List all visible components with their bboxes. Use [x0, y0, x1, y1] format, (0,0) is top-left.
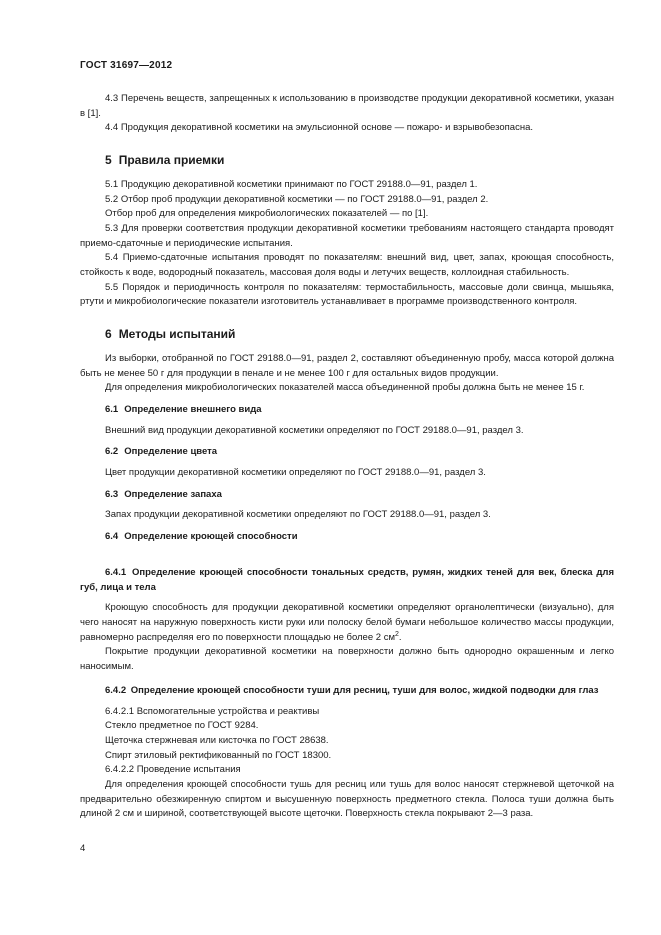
subsection-6-3-number: 6.3 [105, 488, 119, 500]
paragraph-5-5: 5.5 Порядок и периодичность контроля по показателям: термостабильность, массовые доли свинца, мышьяка, ртути и микробиологические показатели изготовитель устанавливает в программе производственного контроля. [80, 281, 614, 308]
paragraph-4-4: 4.4 Продукция декоративной косметики на эмульсионной основе — пожаро- и взрывобезопасна. [105, 122, 533, 134]
subsection-6-4-1-number: 6.4.1 [105, 566, 127, 578]
standard-header: ГОСТ 31697—2012 [80, 60, 173, 71]
item-brush: Щеточка стержневая или кисточка по ГОСТ 28638. [105, 734, 329, 746]
subsection-6-4-number: 6.4 [105, 531, 119, 543]
paragraph-5-4: 5.4 Приемо-сдаточные испытания проводят по показателям: внешний вид, цвет, запах, кроющая способность, стойкость к воде, водородный показатель, массовая доля воды и летучих веществ, коллоидная стабильность. [80, 252, 614, 279]
section-6-heading [105, 327, 614, 342]
paragraph-5-2-sampling: Отбор проб для определения микробиологических показателей — по [1]. [105, 208, 429, 220]
paragraph-5-3: 5.3 Для проверки соответствия продукции декоративной косметики требованиям настоящего стандарта проводят приемо-сдаточные и периодические испытания. [80, 222, 614, 249]
section-5-heading [105, 153, 614, 168]
page-body [80, 92, 614, 822]
paragraph-4-3: 4.3 Перечень веществ, запрещенных к использованию в производстве продукции декоративной косметики, указан в [1]. [80, 93, 614, 119]
subsection-6-2-number: 6.2 [105, 446, 119, 458]
square-superscript: 2 [394, 630, 399, 638]
item-6-4-2-2: 6.4.2.2 Проведение испытания [105, 764, 241, 776]
section-6-number: 6 [105, 327, 112, 342]
section-5-title: Правила приемки [118, 153, 225, 168]
subsection-6-4-2-title: Определение кроющей способности туши для ресниц, туши для волос, жидкой подводки для глаз [130, 684, 599, 696]
subsection-6-4-heading [105, 530, 614, 545]
section-6-title: Методы испытаний [118, 327, 236, 342]
subsection-6-4-title: Определение кроющей способности [124, 531, 298, 543]
subsection-6-4-2-heading [80, 684, 614, 699]
paragraph-5-1: 5.1 Продукцию декоративной косметики принимают по ГОСТ 29188.0—91, раздел 1. [105, 178, 478, 190]
item-ethyl-alcohol: Спирт этиловый ректификованный по ГОСТ 18300. [105, 749, 332, 761]
subsection-6-3-heading [105, 488, 614, 503]
paragraph-5-2: 5.2 Отбор проб продукции декоративной косметики — по ГОСТ 29188.0—91, раздел 2. [105, 193, 489, 205]
paragraph-6-4-1-method-text: Кроющую способность для продукции декоративной косметики определяют органолептически (визуально), для чего наносят на наружную поверхность кисти руки или полоску белой бумаги небольшое количество массы продукции, равномерно распределяя его по поверхности площадью не более 2 см [80, 602, 614, 643]
page-number: 4 [80, 843, 86, 854]
subsection-6-1-title: Определение внешнего вида [124, 403, 262, 415]
subsection-6-3-title: Определение запаха [124, 488, 222, 500]
item-6-4-2-1: 6.4.2.1 Вспомогательные устройства и реактивы [105, 705, 320, 717]
paragraph-6-4-1-method-end: . [398, 631, 402, 643]
paragraph-6-3: Запах продукции декоративной косметики определяют по ГОСТ 29188.0—91, раздел 3. [105, 509, 491, 521]
spacer [80, 551, 614, 557]
subsection-6-2-heading [105, 445, 614, 460]
subsection-6-4-2-number: 6.4.2 [105, 684, 127, 696]
subsection-6-1-number: 6.1 [105, 403, 119, 415]
paragraph-6-4-2-procedure: Для определения кроющей способности тушь для ресниц или тушь для волос наносят стержневой щеточкой на предварительно обезжиренную спиртом и высушенную поверхность предметного стекла. Полоса туши должна быть длиной 2 см и шириной, соответствующей высоте щеточки. Поверхность стекла покрывают 2—3 раза. [80, 779, 614, 820]
paragraph-6-4-1-method [80, 601, 614, 645]
subsection-6-1-heading [105, 403, 614, 418]
subsection-6-4-1-heading [80, 566, 614, 595]
paragraph-6-2: Цвет продукции декоративной косметики определяют по ГОСТ 29188.0—91, раздел 3. [105, 467, 486, 479]
section-5-number: 5 [105, 153, 112, 168]
paragraph-6-4-1-coverage: Покрытие продукции декоративной косметики на поверхности должно быть однородно окрашенным и легко наносимым. [80, 646, 614, 673]
item-glass-slide: Стекло предметное по ГОСТ 9284. [105, 720, 259, 732]
paragraph-6-intro-1: Из выборки, отобранной по ГОСТ 29188.0—91, раздел 2, составляют объединенную пробу, масса которой должна быть не менее 50 г для продукции в пенале и не менее 100 г для остальных видов продукции. [80, 352, 614, 379]
subsection-6-4-1-title: Определение кроющей способности тональных средств, румян, жидких теней для век, блеска для губ, лица и тела [80, 566, 614, 593]
subsection-6-2-title: Определение цвета [124, 446, 218, 458]
paragraph-6-1: Внешний вид продукции декоративной косметики определяют по ГОСТ 29188.0—91, раздел 3. [105, 424, 524, 436]
paragraph-6-intro-2: Для определения микробиологических показателей масса объединенной пробы должна быть не менее 15 г. [105, 382, 585, 394]
